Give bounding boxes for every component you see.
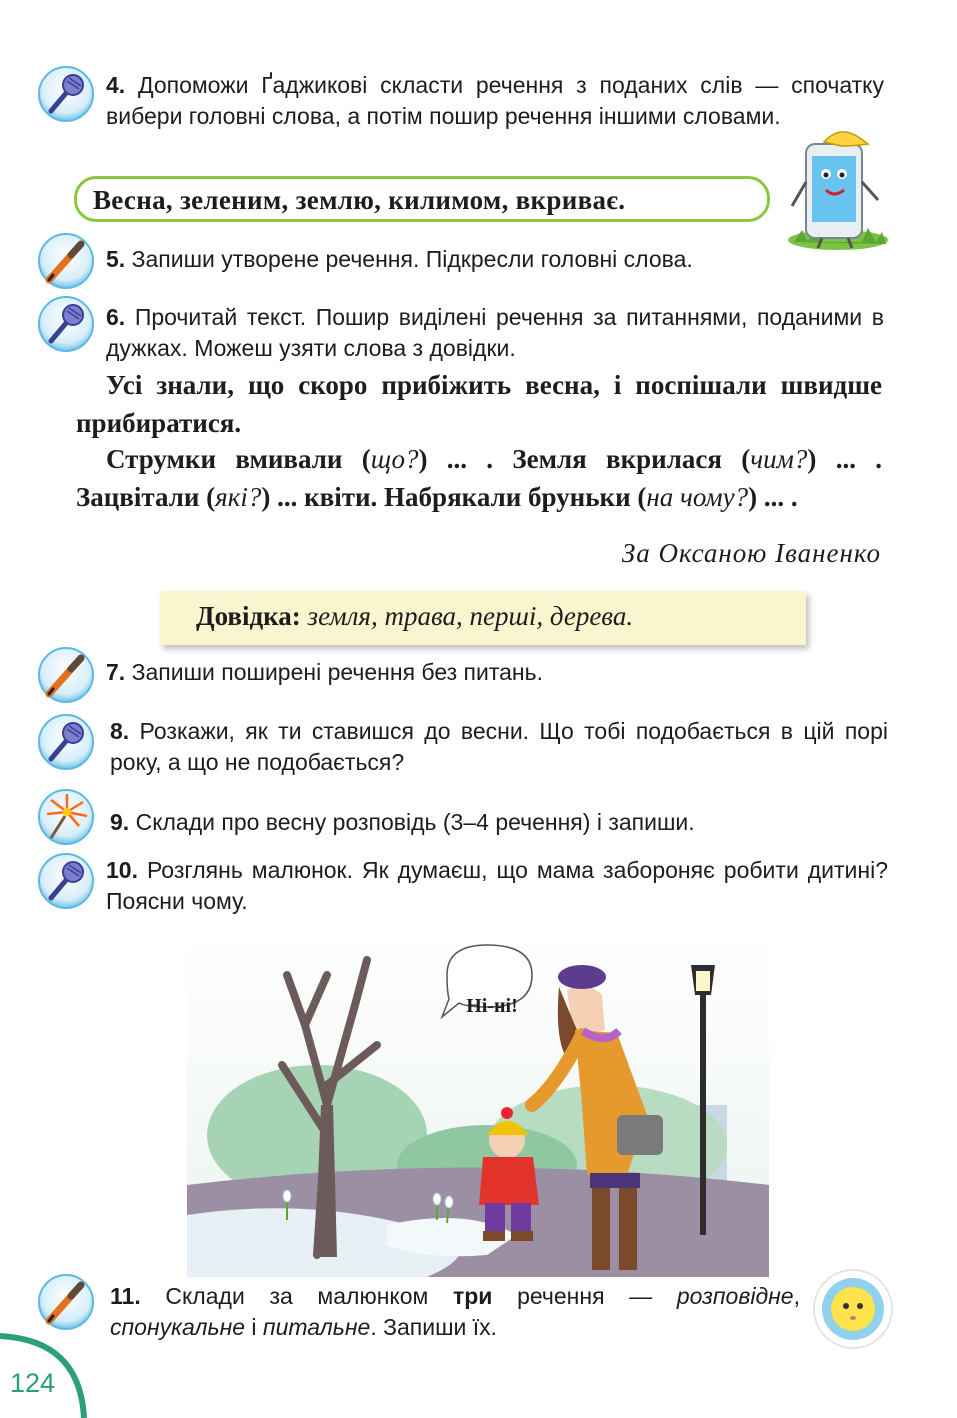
task-text-bold: три bbox=[452, 1283, 493, 1309]
reference-words: земля, трава, перші, дерева. bbox=[307, 601, 634, 631]
pen-icon bbox=[37, 232, 95, 290]
task-text: Склади за малюнком bbox=[165, 1283, 453, 1309]
reference-label: Довідка: bbox=[196, 601, 301, 631]
reading-text: ) ... . Земля вкрилася ( bbox=[418, 444, 751, 474]
microphone-icon bbox=[37, 65, 95, 123]
task-text: Склади про весну розповідь (3–4 речення) і запиши. bbox=[135, 809, 695, 835]
task-number: 11. bbox=[110, 1283, 141, 1309]
task-text-italic: розповідне bbox=[676, 1283, 794, 1309]
sentence-words-box bbox=[74, 176, 770, 222]
pen-icon bbox=[37, 1273, 95, 1331]
task-text-italic: питальне bbox=[262, 1314, 371, 1340]
microphone-icon bbox=[37, 713, 95, 771]
task-text: Розглянь малюнок. Як думаєш, що мама забороняє робити дитині? Поясни чому. bbox=[106, 857, 889, 914]
reading-text: ) ... . Зацвітали ( bbox=[76, 444, 882, 512]
task-number: 5. bbox=[106, 246, 126, 272]
task-text: . Запиши їх. bbox=[370, 1314, 498, 1340]
speech-bubble-text: Ні-ні! bbox=[466, 995, 518, 1017]
question-hint: що? bbox=[370, 444, 419, 474]
sparkler-icon bbox=[37, 788, 95, 846]
spring-park-illustration bbox=[187, 935, 769, 1277]
task-text: Розкажи, як ти ставишся до весни. Що тобі подобається в цій порі року, а що не подобається? bbox=[110, 718, 888, 775]
smiley-face-icon bbox=[812, 1268, 894, 1350]
task-5 bbox=[106, 244, 806, 275]
author-credit: За Оксаною Іваненко bbox=[621, 538, 881, 568]
task-number: 4. bbox=[106, 72, 126, 98]
task-8 bbox=[110, 716, 888, 778]
reading-text: ) ... . bbox=[748, 482, 798, 512]
task-7 bbox=[106, 657, 806, 688]
question-hint: чим? bbox=[750, 444, 808, 474]
task-9 bbox=[110, 807, 810, 838]
task-text: Допоможи Ґаджикові скласти речення з поданих слів — спочатку вибери головні слова, а потім пошир речення іншими словами. bbox=[106, 72, 885, 129]
reading-text: Усі знали, що скоро прибіжить весна, і поспішали швидше прибиратися. bbox=[76, 370, 882, 438]
task-text: Запиши поширені речення без питань. bbox=[131, 659, 544, 685]
task-text: Прочитай текст. Пошир виділені речення за питаннями, поданими в дужках. Можеш узяти слова з довідки. bbox=[106, 304, 884, 361]
task-text: речення — bbox=[492, 1283, 677, 1309]
task-number: 10. bbox=[106, 857, 138, 883]
reading-paragraph-2 bbox=[76, 440, 882, 516]
page-number: 124 bbox=[10, 1368, 56, 1398]
reading-text: ) ... квіти. Набрякали бруньки ( bbox=[261, 482, 647, 512]
task-11 bbox=[110, 1281, 800, 1343]
task-text: , bbox=[793, 1283, 800, 1309]
task-number: 7. bbox=[106, 659, 126, 685]
task-text: і bbox=[245, 1314, 263, 1340]
reference-box bbox=[160, 591, 806, 645]
gadget-character-icon bbox=[784, 122, 890, 254]
task-10 bbox=[106, 855, 888, 917]
pen-icon bbox=[37, 646, 95, 704]
task-number: 6. bbox=[106, 304, 126, 330]
reading-text: Струмки вмивали ( bbox=[106, 444, 371, 474]
task-6 bbox=[106, 302, 884, 364]
task-number: 8. bbox=[110, 718, 130, 744]
task-number: 9. bbox=[110, 809, 130, 835]
question-hint: які? bbox=[215, 482, 262, 512]
question-hint: на чому? bbox=[646, 482, 749, 512]
task-text: Запиши утворене речення. Підкресли головні слова. bbox=[131, 246, 693, 272]
microphone-icon bbox=[37, 852, 95, 910]
task-text-italic: спонукальне bbox=[110, 1314, 246, 1340]
task-4 bbox=[106, 70, 884, 132]
sentence-words: Весна, зеленим, землю, килимом, вкриває. bbox=[93, 185, 626, 215]
reading-paragraph-1 bbox=[76, 366, 882, 442]
microphone-icon bbox=[37, 295, 95, 353]
